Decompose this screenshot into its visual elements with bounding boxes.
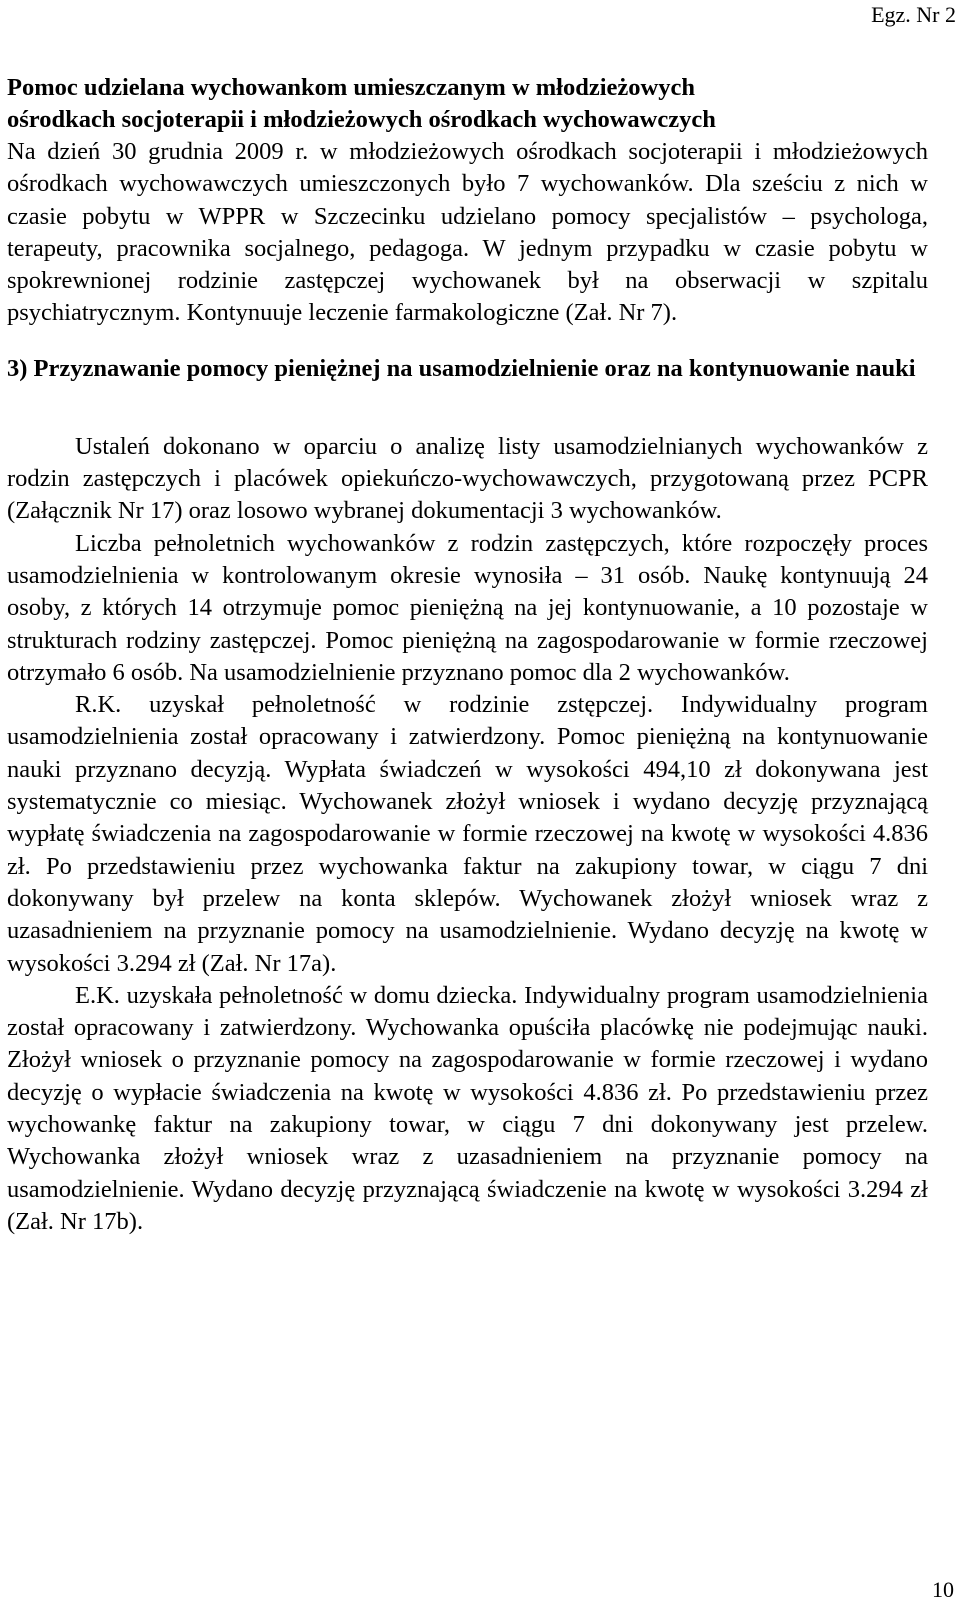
intro-paragraph: Na dzień 30 grudnia 2009 r. w młodzieżowych ośrodkach socjoterapii i młodzieżowych ośrodkach wychowawczych umieszczonych było 7 wychowanków. Dla sześciu z nich w czasie pobytu w WPPR w Szczecinku udzielano pomocy specjalistów – psychologa, terapeuty, pracownika socjalnego, pedagoga. W jednym przypadku w czasie pobytu w spokrewnionej rodzinie zastępczej wychowanek był na obserwacji w szpitalu psychiatrycznym. Kontynuuje leczenie farmakologiczne (Zał. Nr 7). (7, 138, 928, 327)
section-3-heading: 3) Przyznawanie pomocy pieniężnej na usamodzielnienie oraz na kontynuowanie nauki (7, 354, 916, 382)
paragraph-case-rk: R.K. uzyskał pełnoletność w rodzinie zstępczej. Indywidualny program usamodzielnienia został opracowany i zatwierdzony. Pomoc pieniężną na kontynuowanie nauki przyznano decyzją. Wypłata świadczeń w wysokości 494,10 zł dokonywana jest systematycznie co miesiąc. Wychowanek złożył wniosek i wydano decyzję przyznającą wypłatę świadczenia na zagospodarowanie w formie rzeczowej na kwotę w wysokości 4.836 zł. Po przedstawieniu przez wychowanka faktur na zakupiony towar, w ciągu 7 dni dokonywany był przelew na konta sklepów. Wychowanek złożył wniosek wraz z uzasadnieniem na przyznanie pomocy na usamodzielnienie. Wydano decyzję na kwotę w wysokości 3.294 zł (Zał. Nr 17a). (7, 691, 928, 977)
section-title-line-2: ośrodkach socjoterapii i młodzieżowych ośrodkach wychowawczych (7, 106, 716, 133)
section-3-body (7, 431, 928, 1238)
paragraph-statistics: Liczba pełnoletnich wychowanków z rodzin zastępczych, które rozpoczęły proces usamodzielnienia w kontrolowanym okresie wynosiła – 31 osób. Naukę kontynuują 24 osoby, z których 14 otrzymuje pomoc pieniężną na jej kontynuowanie, a 10 pozostaje w strukturach rodziny zastępczej. Pomoc pieniężną na zagospodarowanie w formie rzeczowej otrzymało 6 osób. Na usamodzielnienie przyznano pomoc dla 2 wychowanków. (7, 529, 928, 686)
section-title-line-1: Pomoc udzielana wychowankom umieszczanym w młodzieżowych (7, 74, 695, 101)
document-body (7, 72, 928, 1238)
copy-number-label: Egz. Nr 2 (871, 2, 956, 27)
paragraph-findings-basis: Ustaleń dokonano w oparciu o analizę listy usamodzielnianych wychowanków z rodzin zastępczych i placówek opiekuńczo-wychowawczych, przygotowaną przez PCPR (Załącznik Nr 17) oraz losowo wybranej dokumentacji 3 wychowanków. (7, 432, 928, 525)
paragraph-case-ek: E.K. uzyskała pełnoletność w domu dziecka. Indywidualny program usamodzielnienia został opracowany i zatwierdzony. Wychowanka opuściła placówkę nie podejmując nauki. Złożył wniosek o przyznanie pomocy na zagospodarowanie w formie rzeczowej i wydano decyzję o wypłacie świadczenia na kwotę w wysokości 4.836 zł. Po przedstawieniu przez wychowankę faktur na zakupiony towar, w ciągu 7 dni dokonywany jest przelew. Wychowanka złożył wniosek wraz z uzasadnieniem na przyznanie pomocy na usamodzielnienie. Wydano decyzję przyznającą świadczenie na kwotę w wysokości 3.294 zł (Zał. Nr 17b). (7, 981, 928, 1235)
page-number: 10 (932, 1577, 954, 1602)
